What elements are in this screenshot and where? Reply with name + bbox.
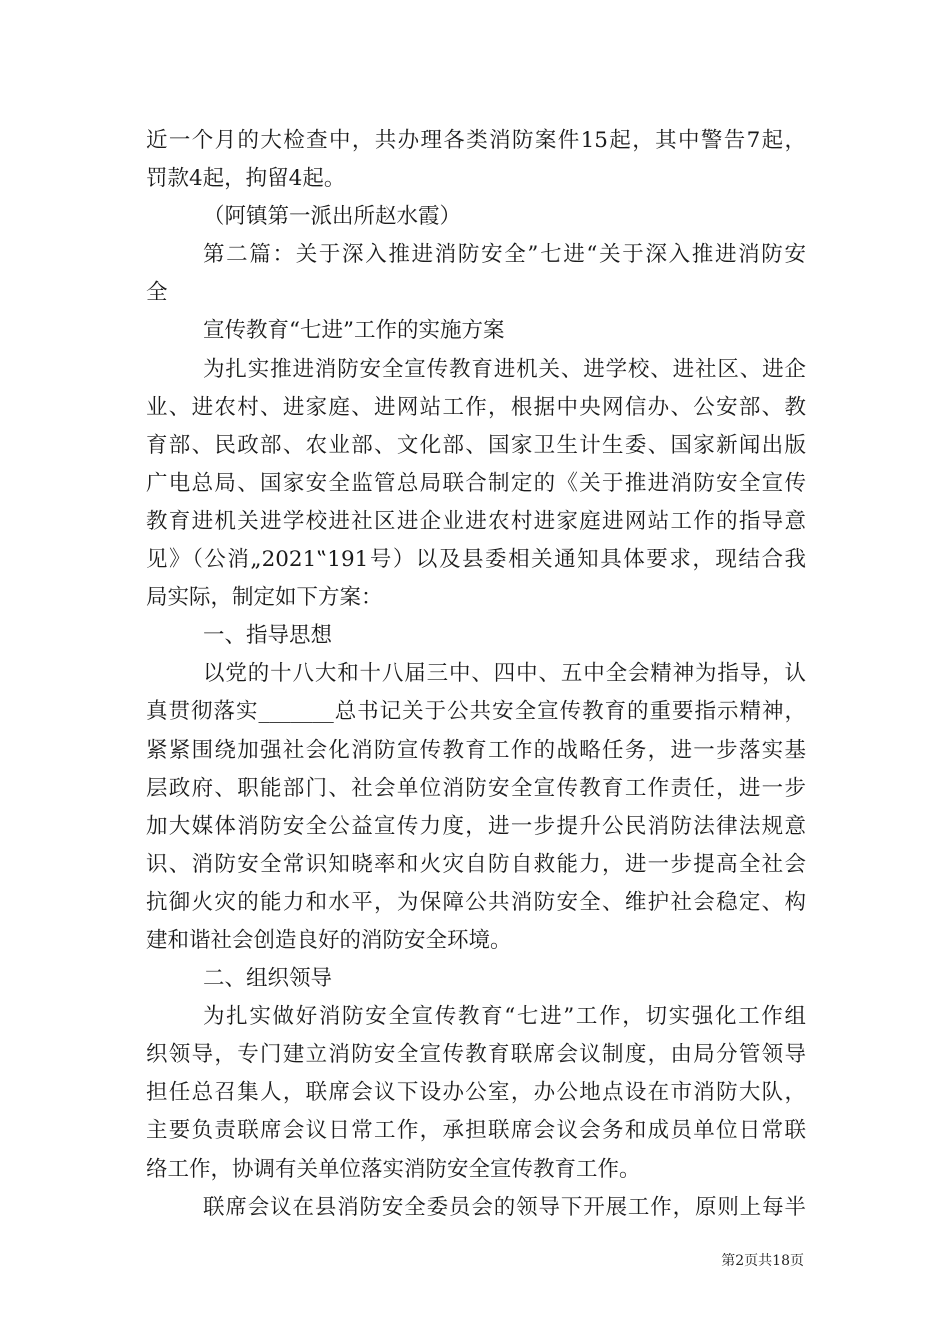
document-body	[146, 122, 806, 1227]
text-line: 罚款4起，拘留4起。	[146, 166, 346, 192]
text-line: 联席会议在县消防安全委员会的领导下开展工作，原则上每半	[203, 1194, 806, 1220]
text-line: （阿镇第一派出所赵水霞）	[203, 204, 462, 230]
text-line: 加大媒体消防安全公益宣传力度，进一步提升公民消防法律法规意	[146, 813, 806, 839]
text-line: 织领导，专门建立消防安全宣传教育联席会议制度，由局分管领导	[146, 1042, 806, 1068]
section-heading: 二、组织领导	[203, 966, 333, 992]
document-title: 宣传教育“七进”工作的实施方案	[203, 318, 505, 344]
text-line: 局实际，制定如下方案：	[146, 585, 383, 611]
text-line: 为扎实做好消防安全宣传教育“七进”工作，切实强化工作组	[203, 1004, 806, 1030]
text-line: 主要负责联席会议日常工作，承担联席会议会务和成员单位日常联	[146, 1118, 806, 1144]
text-line: 层政府、职能部门、社会单位消防安全宣传教育工作责任，进一步	[146, 775, 806, 801]
text-line: 抗御火灾的能力和水平，为保障公共消防安全、维护社会稳定、构	[146, 889, 806, 915]
text-line: 教育进机关进学校进社区进企业进农村进家庭进网站工作的指导意	[146, 508, 806, 534]
text-line: 紧紧围绕加强社会化消防宣传教育工作的战略任务，进一步落实基	[146, 737, 806, 763]
section-heading-line: 全	[146, 280, 168, 306]
text-line: 见》（公消„2021‟191号）以及县委相关通知具体要求，现结合我	[146, 547, 806, 573]
text-line: 为扎实推进消防安全宣传教育进机关、进学校、进社区、进企	[203, 356, 806, 382]
text-line: 业、进农村、进家庭、进网站工作，根据中央网信办、公安部、教	[146, 394, 806, 420]
text-line: 络工作，协调有关单位落实消防安全宣传教育工作。	[146, 1156, 641, 1182]
text-line: 真贯彻落实_______总书记关于公共安全宣传教育的重要指示精神，	[146, 699, 806, 725]
text-line: 近一个月的大检查中，共办理各类消防案件15起，其中警告7起，	[146, 128, 806, 153]
text-line: 识、消防安全常识知晓率和火灾自防自救能力，进一步提高全社会	[146, 851, 806, 877]
text-line: 担任总召集人，联席会议下设办公室，办公地点设在市消防大队，	[146, 1080, 806, 1106]
text-line: 广电总局、国家安全监管总局联合制定的《关于推进消防安全宣传	[146, 470, 806, 496]
text-line: 建和谐社会创造良好的消防安全环境。	[146, 927, 512, 953]
section-heading-line: 第二篇：关于深入推进消防安全”七进“关于深入推进消防安	[203, 242, 806, 268]
page-number: 第2页共18页	[721, 1253, 804, 1269]
text-line: 育部、民政部、农业部、文化部、国家卫生计生委、国家新闻出版	[146, 432, 806, 458]
section-heading: 一、指导思想	[203, 623, 333, 649]
text-line: 以党的十八大和十八届三中、四中、五中全会精神为指导，认	[203, 661, 806, 687]
